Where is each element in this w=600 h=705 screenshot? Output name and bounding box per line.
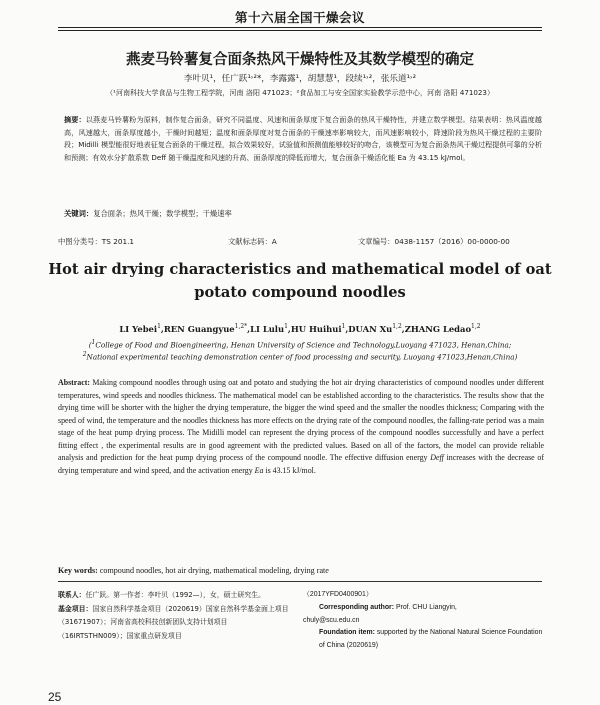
fund-line (58, 603, 294, 644)
author-name: HU Huihui (290, 323, 342, 334)
corr-label: Corresponding author: (319, 603, 395, 611)
corresponding-author-line (303, 602, 548, 615)
english-abstract (58, 377, 544, 477)
project-code: （2017YFD0400901） (303, 591, 373, 598)
contact-text: 任广跃。第一作者：李叶贝（1992—），女，硕士研究生。 (85, 591, 266, 599)
author-name: LI Yebei (119, 323, 158, 334)
footnote-chinese (58, 589, 294, 643)
author-sup: 1 (284, 323, 288, 330)
chinese-keywords-text: 复合面条；热风干燥；数学模型；干燥速率 (93, 209, 232, 218)
english-affiliation-1: ($^1$College of Food and Bioengineering, Henan University of Science and Technology,Luoyang 471023, Henan,China; (88, 339, 512, 350)
english-abstract-part2: increases with the decrease of drying temperature and wind speed, and the activation energy (58, 453, 544, 475)
footnote-rule (58, 581, 542, 582)
english-authors: LI Yebei$^1$,REN Guangyue$^{1,2*}$,LI Lulu$^1$,HU Huihui$^1$,DUAN Xu$^{1,2}$,ZHANG Ledao$^{1,2}$ (119, 323, 481, 334)
english-keywords-label: Key words: (58, 566, 98, 575)
chinese-abstract-text: 以燕麦马铃薯粉为原料，制作复合面条，研究不同温度、风速和面条厚度下复合面条的热风干燥特性，并建立数学模型。结果表明：热风温度越高，风速越大，面条厚度越小，干燥时间越短；温度和面条厚度对复合面条的干燥速率影响较大，而风速影响较小，降速阶段为热风干燥过程的主要阶段；Midilli 模型能很好地表征复合面条的干燥过程，拟合效果较好，试验值和预测值能够较好的吻合，该模型可为复合面条热风干燥过程提供可靠的分析和预测；有效水分扩散系数 Deff 随干燥温度和风速的升高、面条厚度的降低而增大，复合面条干燥活化能 Ea 为 43.15 kJ/mol。 (64, 115, 542, 162)
english-abstract-label: Abstract: (58, 378, 90, 387)
author-sup: 1,2 (471, 323, 481, 330)
english-title: Hot air drying characteristics and mathematical model of oat potato compound noodles (48, 261, 552, 301)
author-name: DUAN Xu (348, 323, 393, 334)
fund-label: 基金项目： (58, 604, 93, 613)
chinese-keywords (64, 209, 542, 219)
chinese-keywords-label: 关键词： (64, 209, 94, 218)
english-keywords-text: compound noodles, hot air drying, mathematical modeling, drying rate (99, 566, 329, 575)
journal-header: 第十六届全国干燥会议 (234, 10, 365, 25)
foundation-label: Foundation item: (319, 629, 375, 637)
page-number: 25 (48, 690, 62, 704)
chinese-abstract (64, 114, 542, 164)
chinese-title: 燕麦马铃薯复合面条热风干燥特性及其数学模型的确定 (126, 52, 474, 68)
clc-number: 中图分类号：TS 201.1 (58, 237, 135, 246)
english-affiliation-2: $^2$National experimental teaching demonstration center of food processing and security, Luoyang 471023,Henan,China) (82, 351, 518, 362)
deff-symbol: Deff (430, 453, 444, 463)
chinese-authors: 李叶贝¹，任广跃¹˒²*，李露露¹，胡慧慧¹，段续¹˒²，张乐道¹˒² (183, 74, 417, 84)
english-keywords (58, 566, 544, 575)
header-rule-thin (58, 27, 542, 28)
author-sup: 1,2* (234, 323, 248, 330)
author-sup: 1,2 (392, 323, 402, 330)
corr-email[interactable]: chuly@scu.edu.cn (303, 616, 360, 624)
english-abstract-part3: is 43.15 kJ/mol. (265, 465, 316, 475)
contact-line (58, 589, 294, 603)
ea-symbol: Ea (254, 465, 264, 475)
english-abstract-part1: Making compound noodles through using oat and potato and studying the hot air drying characteristics of compound noodles under different temperatures, wind speeds and noodles thickness. The mathematical model can be established according to the characteristics. The results show that the drying time will be shorter with the higher the drying temperature, the bigger the wind speed and the smaller the noodles thickness; Comparing with the speed of wind, the temperature and the noodles thickness has more effects on the drying rate of the compound noodles, the falling-rate period was a main stage of the heat pump drying process. The Midilli model can represent the drying process of the compound noodles successfully and have a perfect fitting effect , the experimental results are in good agreement with the predicted values. Based on all of the factors, the model can provide reliable analysis and prediction for the heat pump drying process of the compound noodle. The effective diffusion energy (58, 378, 544, 463)
header-rule-thick (58, 30, 542, 31)
chinese-affiliations: （¹河南科技大学食品与生物工程学院，河南 洛阳 471023；²食品加工与安全国家实验教学示范中心，河南 洛阳 471023） (105, 88, 495, 97)
author-name: REN Guangyue (163, 323, 235, 334)
affiliation-1-text: College of Food and Bioengineering, Henan University of Science and Technology,Luoyang 471023, Henan,China; (95, 340, 512, 350)
chinese-abstract-label: 摘要： (64, 115, 86, 124)
author-sup: 1 (157, 323, 161, 330)
footnote-english (303, 589, 548, 653)
corr-name: Prof. CHU Liangyin, (395, 603, 457, 611)
author-name: LI Lulu (250, 323, 285, 334)
document-code: 文献标志码：A (228, 237, 277, 246)
fund-text: 国家自然科学基金项目（2020619）国家自然科学基金面上项目（31671907）；河南省高校科技创新团队支持计划项目（16IRTSTHN009）；国家重点研发项目 (58, 604, 289, 640)
article-number: 文章编号：0438-1157（2016）00-0000-00 (358, 237, 510, 246)
author-name: ZHANG Ledao (404, 323, 472, 334)
foundation-line (303, 627, 548, 653)
author-sup: 1 (341, 323, 346, 330)
contact-label: 联系人： (58, 591, 86, 599)
affiliation-2-text: National experimental teaching demonstration center of food processing and security, Luoyang 471023,Henan,China) (86, 352, 518, 362)
foundation-text: supported by the National Natural Science Foundation of China (2020619) (319, 629, 543, 650)
